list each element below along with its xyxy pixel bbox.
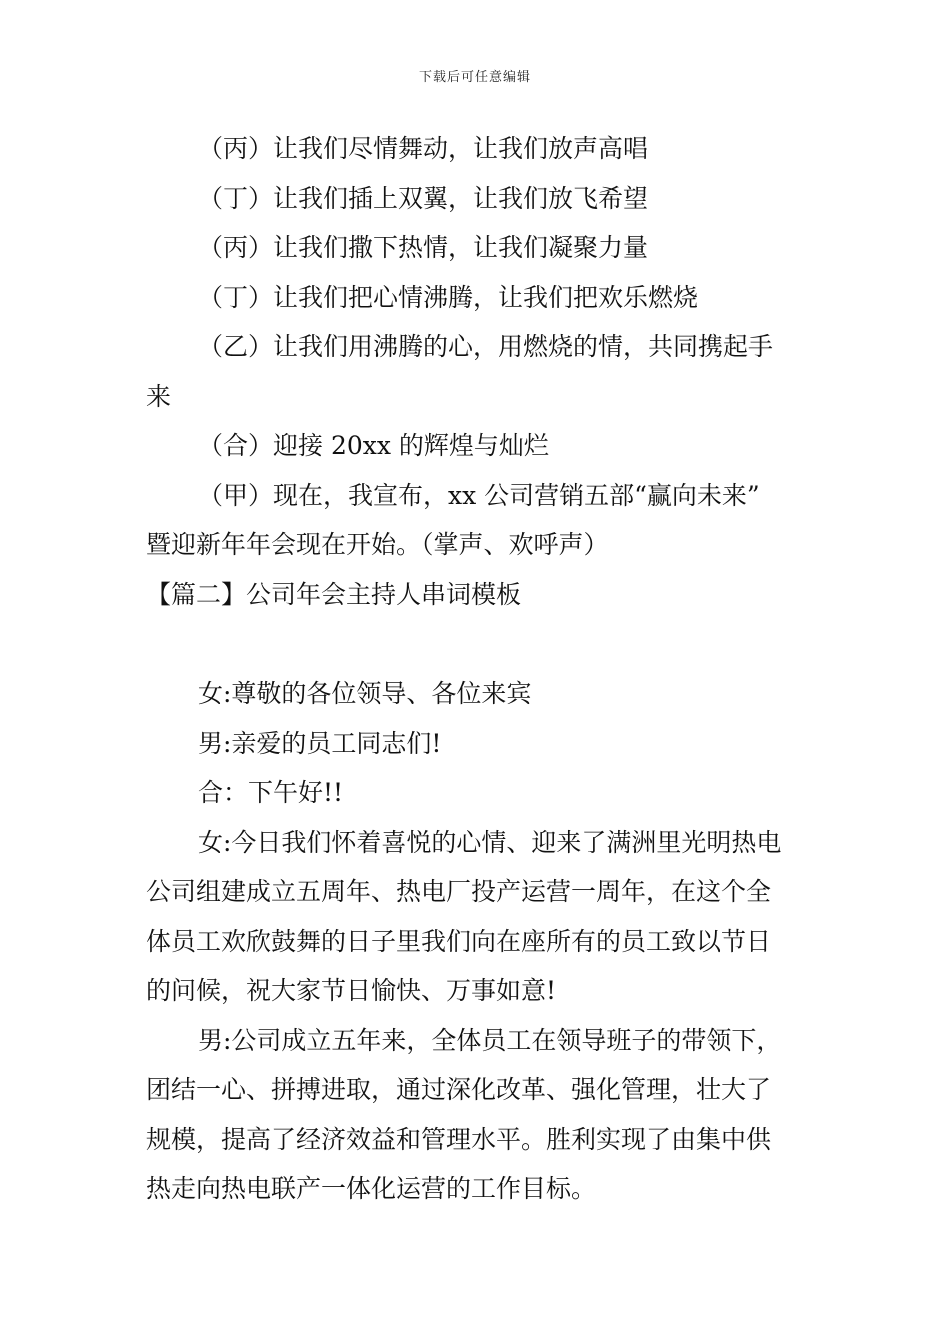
document-body <box>146 124 811 1214</box>
text-line: 女:今日我们怀着喜悦的心情、迎来了满洲里光明热电 <box>198 827 782 857</box>
text-line: （丁）让我们插上双翼，让我们放飞希望 <box>198 183 649 213</box>
text-line: 女:尊敬的各位领导、各位来宾 <box>198 679 532 708</box>
text-line: 来 <box>146 381 172 411</box>
text-line: （丙）让我们尽情舞动，让我们放声高唱 <box>198 134 649 163</box>
text-line: 体员工欢欣鼓舞的日子里我们向在座所有的员工致以节日 <box>146 926 772 956</box>
text-line: 规模，提高了经济效益和管理水平。胜利实现了由集中供 <box>146 1124 772 1154</box>
text-line: （乙）让我们用沸腾的心，用燃烧的情，共同携起手 <box>198 332 774 361</box>
text-line: （甲）现在，我宣布，xx 公司营销五部“赢向未来” <box>198 480 760 510</box>
text-line: 的问候，祝大家节日愉快、万事如意! <box>146 976 557 1005</box>
blank-line <box>146 619 811 669</box>
text-line: 男:公司成立五年来，全体员工在领导班子的带领下， <box>198 1025 782 1055</box>
text-line: 公司组建成立五周年、热电厂投产运营一周年，在这个全 <box>146 877 772 906</box>
text-line: 暨迎新年年会现在开始。（掌声、欢呼声） <box>146 530 609 559</box>
text-line: （合）迎接 20xx 的辉煌与灿烂 <box>198 431 549 460</box>
text-line: （丙）让我们撒下热情，让我们凝聚力量 <box>198 233 649 262</box>
header-note: 下载后可任意编辑 <box>418 70 531 85</box>
text-line: （丁）让我们把心情沸腾，让我们把欢乐燃烧 <box>198 282 699 312</box>
text-line: 热走向热电联产一体化运营的工作目标。 <box>146 1174 597 1203</box>
section-heading: 【篇二】公司年会主持人串词模板 <box>146 579 522 609</box>
text-line: 合：下午好!! <box>198 778 344 807</box>
text-line: 男:亲爱的员工同志们! <box>198 728 442 758</box>
text-line: 团结一心、拼搏进取，通过深化改革、强化管理，壮大了 <box>146 1075 772 1104</box>
